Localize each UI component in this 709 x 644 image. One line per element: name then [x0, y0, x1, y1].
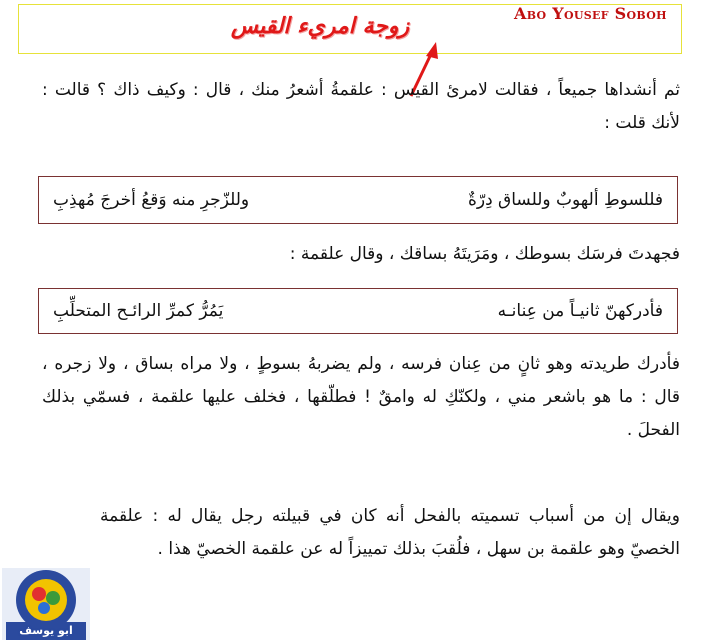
verse-box-2 — [38, 288, 678, 334]
paragraph-between-verses: فجهدتَ فرسَك بسوطك ، ومَرَيتَهُ بساقك ، وقال علقمة : — [289, 244, 680, 264]
verse-2-first-hemistich: فأدركهنّ ثانيـاً من عِنانـه — [497, 301, 663, 321]
verse-line-1 — [53, 177, 663, 223]
author-name: Abo Yousef Soboh — [514, 4, 667, 23]
verse-1-second-hemistich: وللزّجرِ منه وَقعُ أخرجَ مُهذِبِ — [53, 190, 250, 210]
paragraph-intro: ثم أنشداها جميعاً ، فقالت لامرئ القيس : علقمةُ أشعرُ منك ، قال : وكيف ذاك ؟ قالت : لأنك قلت : — [42, 80, 680, 133]
paragraph-naming: ويقال إن من أسباب تسميته بالفحل أنه كان في قبيلته رجل يقال له : علقمة الخصيّ وهو علقمة بن سهل ، فلُقبَ بذلك تمييزاً له عن علقمة الخصيّ هذا . — [100, 506, 680, 559]
paragraph-explanation: فأدرك طريدته وهو ثانٍ من عِنان فرسه ، ولم يضربهُ بسوطٍ ، ولا مراه بساق ، ولا زجره ، قال : ما هو باشعر مني ، ولكنّكِ له وامقٌ ! فطلّقها ، فخلف عليها علقمة ، فسمّي بذلك الفحلَ . — [42, 354, 680, 440]
site-logo — [2, 568, 90, 640]
logo-caption: ابو يوسف — [19, 624, 73, 637]
verse-2-second-hemistich: يَمُرُّ كمرِّ الرائـح المتحلِّبِ — [53, 301, 224, 321]
verse-box-1 — [38, 176, 678, 224]
verse-1-first-hemistich: فللسوطِ ألهوبٌ وللساق دِرّةٌ — [467, 190, 663, 210]
verse-line-2 — [53, 289, 663, 333]
page-title: زوجة امريء القيس — [230, 14, 410, 39]
